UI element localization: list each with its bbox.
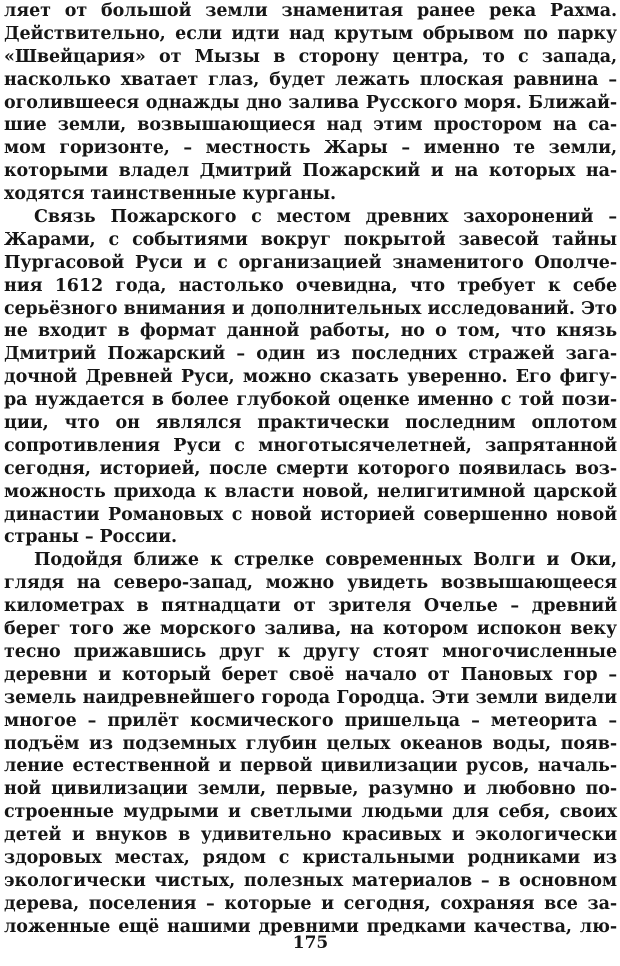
text-line: Подойдя ближе к стрелке современных Волги и Оки, (34, 550, 617, 571)
text-line: дочной Древней Руси, можно сказать уверенно. Его фигу- (4, 367, 617, 388)
text-line: земель наидревнейшего города Городца. Эти земли видели (4, 687, 617, 708)
text-line: ной цивилизации земли, первые, разумно и любовно по- (4, 779, 617, 800)
text-line: Дмитрий Пожарский – один из последних стражей зага- (4, 344, 617, 365)
body-text (4, 0, 617, 939)
paragraph (4, 0, 617, 206)
text-line: Связь Пожарского с местом древних захоронений – (34, 207, 617, 228)
text-line: тесно прижавшись друг к другу стоят многочисленные (4, 641, 617, 662)
text-line: страны – России. (4, 527, 177, 548)
text-line: детей и внуков в удивительно красивых и экологически (4, 825, 617, 846)
text-line: шие земли, возвышающиеся над этим простором на са- (4, 115, 617, 136)
text-line: ции, что он являлся практически последним оплотом (4, 413, 617, 434)
text-line: Пургасовой Руси и с организацией знаменитого Ополче- (4, 252, 617, 273)
text-line: сегодня, историей, после смерти которого появилась воз- (4, 458, 617, 479)
text-line: ра нуждается в более глубокой оценке именно с той пози- (4, 390, 617, 411)
text-line: деревни и который берет своё начало от Пановых гор – (4, 664, 617, 685)
text-line: многое – прилёт космического пришельца – метеорита – (4, 710, 617, 731)
text-line: Жарами, с событиями вокруг покрытой завесой тайны (4, 229, 617, 250)
text-line: ложенные ещё нашими древними предками качества, лю- (4, 916, 617, 937)
text-line: династии Романовых с новой историей совершенно новой (4, 504, 617, 525)
paragraph (4, 549, 617, 938)
text-line: подъём из подземных глубин целых океанов воды, появ- (4, 733, 617, 754)
book-page (4, 0, 617, 966)
text-line: можность прихода к власти новой, нелигитимной царской (4, 481, 617, 502)
text-line: ния 1612 года, настолько очевидна, что требует к себе (4, 275, 617, 296)
text-line: экологически чистых, полезных материалов – в основном (4, 870, 617, 891)
text-line: серьёзного внимания и дополнительных исследований. Это (4, 298, 617, 319)
page-number: 175 (292, 933, 329, 953)
text-line: оголившееся однажды дно залива Русского моря. Ближай- (4, 92, 617, 113)
paragraph (4, 206, 617, 549)
text-line: «Швейцария» от Мызы в сторону центра, то с запада, (4, 46, 617, 67)
text-line: Действительно, если идти над крутым обрывом по парку (4, 23, 617, 44)
text-line: ляет от большой земли знаменитая ранее река Рахма. (4, 1, 617, 21)
text-line: километрах в пятнадцати от зрителя Очелье – древний (4, 596, 617, 617)
text-line: глядя на северо-запад, можно увидеть возвышающееся (4, 573, 617, 594)
text-line: берег того же морского залива, на котором испокон веку (4, 619, 617, 640)
text-line: ходятся таинственные курганы. (4, 184, 337, 205)
text-line: насколько хватает глаз, будет лежать плоская равнина – (4, 69, 617, 90)
text-line: мом горизонте, – местность Жары – именно те земли, (4, 138, 617, 159)
text-line: здоровых местах, рядом с кристальными родниками из (4, 847, 617, 868)
text-line: сопротивления Руси с многотысячелетней, запрятанной (4, 435, 617, 456)
text-line: ление естественной и первой цивилизации русов, началь- (4, 756, 617, 777)
text-line: строенные мудрыми и светлыми людьми для себя, своих (4, 802, 617, 823)
text-line: дерева, поселения – которые и сегодня, сохраняя все за- (4, 893, 617, 914)
text-line: не входит в формат данной работы, но о том, что князь (4, 321, 617, 342)
text-line: которыми владел Дмитрий Пожарский и на которых на- (4, 161, 617, 182)
